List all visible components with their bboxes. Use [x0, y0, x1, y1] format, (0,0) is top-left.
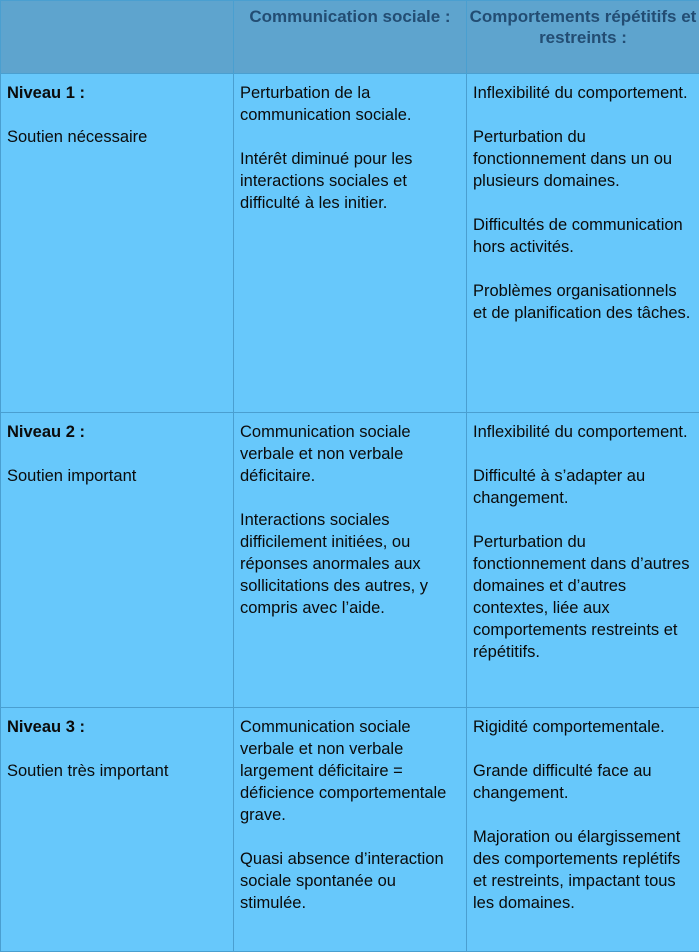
behavior-text: Perturbation du fonctionnement dans d’autres domaines et d’autres contextes, liée aux comportements restreints et répétitifs. [473, 531, 693, 663]
behavior-text: Perturbation du fonctionnement dans un ou plusieurs domaines. [473, 126, 693, 192]
communication-text: Perturbation de la communication sociale. [240, 82, 460, 126]
header-communication: Communication sociale : [234, 1, 467, 74]
behavior-text: Majoration ou élargissement des comportements replétifs et restreints, impactant tous les domaines. [473, 826, 693, 914]
header-empty-cell [1, 1, 234, 74]
level-cell [1, 74, 234, 413]
behavior-text: Rigidité comportementale. [473, 716, 693, 738]
behavior-text: Inflexibilité du comportement. [473, 421, 693, 443]
behaviors-cell [467, 413, 699, 708]
level-cell [1, 708, 234, 952]
behavior-text: Difficultés de communication hors activités. [473, 214, 693, 258]
header-row [1, 1, 699, 74]
communication-text: Interactions sociales difficilement initiées, ou réponses anormales aux sollicitations des autres, y compris avec l’aide. [240, 509, 460, 619]
communication-cell [234, 74, 467, 413]
support-label: Soutien important [7, 465, 227, 487]
behavior-text: Problèmes organisationnels et de planification des tâches. [473, 280, 693, 324]
communication-text: Intérêt diminué pour les interactions sociales et difficulté à les initier. [240, 148, 460, 214]
behaviors-cell [467, 74, 699, 413]
level-title: Niveau 3 : [7, 716, 227, 738]
support-label: Soutien très important [7, 760, 227, 782]
level-title: Niveau 2 : [7, 421, 227, 443]
communication-text: Quasi absence d’interaction sociale spontanée ou stimulée. [240, 848, 460, 914]
support-label: Soutien nécessaire [7, 126, 227, 148]
behavior-text: Difficulté à s’adapter au changement. [473, 465, 693, 509]
behavior-text: Grande difficulté face au changement. [473, 760, 693, 804]
table-row-level-3 [1, 708, 699, 952]
communication-cell [234, 708, 467, 952]
header-behaviors: Comportements répétitifs et restreints : [467, 1, 699, 74]
table-row-level-2 [1, 413, 699, 708]
level-title: Niveau 1 : [7, 82, 227, 104]
behavior-text: Inflexibilité du comportement. [473, 82, 693, 104]
communication-cell [234, 413, 467, 708]
behaviors-cell [467, 708, 699, 952]
communication-text: Communication sociale verbale et non verbale largement déficitaire = déficience comportementale grave. [240, 716, 460, 826]
level-cell [1, 413, 234, 708]
table-row-level-1 [1, 74, 699, 413]
communication-text: Communication sociale verbale et non verbale déficitaire. [240, 421, 460, 487]
